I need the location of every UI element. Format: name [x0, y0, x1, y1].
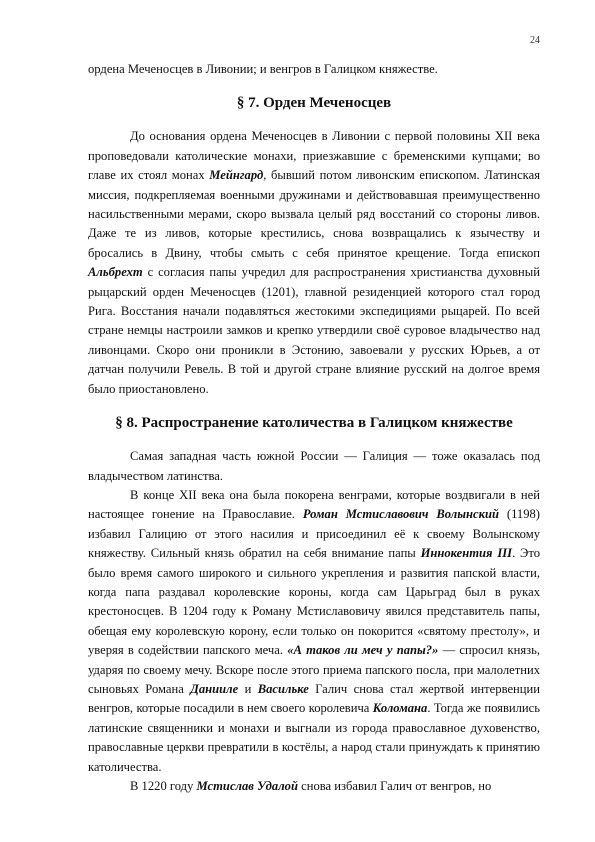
page-number: 24 — [530, 35, 540, 46]
name-mstislav: Мстислав Удалой — [196, 779, 298, 793]
section-7-paragraph: До основания ордена Меченосцев в Ливонии с первой половины XII века проповедовали католические монахи, приезжавшие с бременскими купцами; во главе их стоял монах Мейнгард, бывший потом ливонским епископом. Латинская миссия, подкрепляемая военными дружинами и действовавшая преимущественно насильственными мерами, скоро вызвала целый ряд восстаний со стороны ливов. Даже те из ливов, которые крестились, снова возвращались к язычеству и бросались в Двину, чтобы смыть с себя принятое крещение. Тогда епископ Альбрехт с согласия папы учредил для распространения христианства духовный рыцарский орден Меченосцев (1201), главной резиденцией которого стал город Рига. Восстания начали подавляться жестокими экспедициями рыцарей. По всей стране немцы настроили замков и крепко утвердили своё суровое владычество над ливонцами. Скоро они проникли в Эстонию, завоевали у русских Юрьев, а от датчан получили Ревель. В той и другой стране влияние русский на долгое время было приостановлено. — [88, 129, 540, 396]
section-8-paragraph-3: В 1220 году Мстислав Удалой снова избавил Галич от венгров, но — [130, 779, 492, 793]
section-8-paragraph-1: Самая западная часть южной России — Галиция — тоже оказалась под владычеством латинства. — [88, 449, 540, 483]
name-daniil: Данииле — [190, 681, 239, 696]
section-8-heading: § 8. Распространение католичества в Галицком княжестве — [115, 415, 513, 432]
section-8-paragraph-2: В конце XII века она была покорена венграми, которые воздвигали в ней настоящее гонение на Православие. Роман Мстиславович Волынский (1198) избавил Галицию от этого насилия и присоединил её к своему Волынскому княжеству. Сильный князь обратил на себя внимание папы Иннокентия III. Это было время самого широкого и сильного укрепления и развития папской власти, когда папа раздавал королевские короны, когда сам Царьград был в руках крестоносцев. В 1204 году к Роману Мстиславовичу явился представитель папы, обещая ему королевскую корону, если только он покорится «святому престолу», и уверяя в содействии папского меча. «А таков ли меч у папы?» — спросил князь, ударяя по своему мечу. Вскоре после этого приема папского посла, при малолетних сыновьях Романа Данииле и Васильке Галич снова стал жертвой интервенции венгров, которые посадили в нем своего королевича Коломана. Тогда же появились латинские священники и монахи и выгнали из города православное духовенство, православные церкви превратили в костёлы, а народ стали принуждать к принятию католичества. — [88, 487, 540, 774]
name-meinhard: Мейнгард — [209, 168, 264, 183]
name-vasilko: Васильке — [257, 681, 309, 696]
name-koloman: Коломана — [372, 701, 428, 716]
quote-sword: «А таков ли меч у папы?» — [287, 643, 439, 658]
name-innocent: Иннокентия III — [420, 546, 513, 561]
name-roman: Роман Мстиславович Волынский — [302, 507, 499, 522]
document-body — [88, 60, 540, 796]
intro-fragment: ордена Меченосцев в Ливонии; и венгров в Галицком княжестве. — [88, 62, 438, 76]
name-albrecht: Альбрехт — [88, 265, 143, 280]
section-7-heading: § 7. Орден Меченосцев — [236, 95, 392, 112]
